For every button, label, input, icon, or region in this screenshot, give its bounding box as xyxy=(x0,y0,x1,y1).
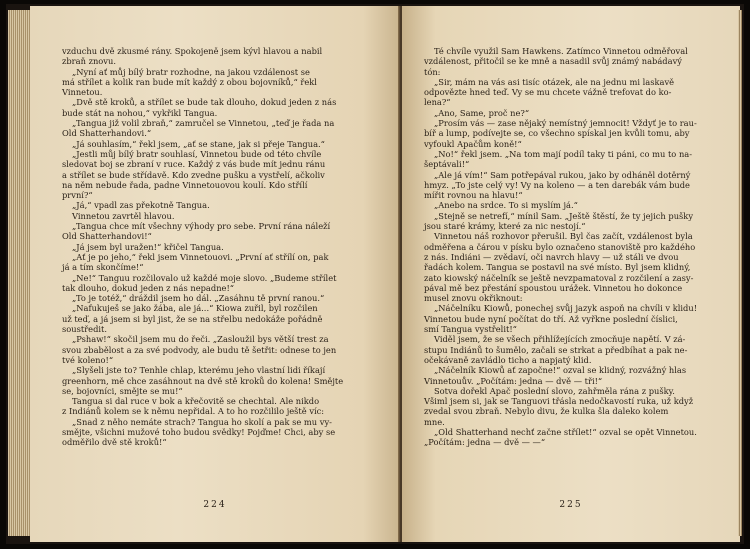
paragraph: „Tangua chce mít všechny výhody pro sebe. První rána náleží Old Shatterhandovi!“ xyxy=(62,221,331,242)
page-edges-right xyxy=(738,10,742,536)
right-page-text xyxy=(424,46,722,448)
page-number-right: 225 xyxy=(559,500,583,510)
paragraph: „No!“ řekl jsem. „Na tom mají podíl taky ti páni, co mu to na- šeptávali!“ xyxy=(424,148,693,170)
paragraph: „Jestli můj bílý bratr souhlasí, Vinnetou bude od této chvíle sledovat boj se zbraní v ruce. Každý z vás bude mít jednu ránu a střílet se bude střídavě. Kdo zvedne pušku a vystřelí, ačkoliv na něm nebude řada, padne Vinnetouovou koulí. Kdo střílí první?“ xyxy=(62,148,326,201)
paragraph: „Snad z něho nemáte strach? Tangua ho skolí a pak se mu vy- smějte, všichni mužové toho budou svědky! Pojďme! Chci, aby se odměřilo dvě stě kroků!“ xyxy=(62,416,336,448)
paragraph: „Já jsem byl uražen!“ křičel Tangua. xyxy=(72,241,224,252)
paragraph: „Já,“ vpadl zas překotně Tangua. xyxy=(72,200,210,211)
paragraph: Sotva dořekl Apač poslední slovo, zahřměla rána z pušky. Všiml jsem si, jak se Tanguovi třásla nedočkavostí ruka, už když zvedal svou zbraň. Nebylo divu, že kulka šla daleko kolem mne. xyxy=(424,385,694,427)
paragraph: Viděl jsem, že se všech přihlížejících zmocňuje napětí. V zá- stupu Indiánů to šumělo, začali se strkat a předbíhat a pak ne- očekávaně zavládlo ticho a napjatý klid. xyxy=(424,334,688,365)
paragraph: „Old Shatterhand nechť začne střílet!“ ozval se opět Vinnetou. „Počítám: jedna — dvě — —“ xyxy=(424,426,697,448)
paragraph: vzduchu dvě zkusmé rány. Spokojeně jsem kývl hlavou a nabil zbraň znovu. xyxy=(62,46,323,67)
paragraph: Tangua si dal ruce v bok a křečovitě se chechtal. Ale nikdo z Indiánů kolem se k němu nepřidal. A to ho rozčililo ještě víc: xyxy=(62,396,325,417)
paragraph: „Anebo na srdce. To si myslím já.“ xyxy=(434,200,578,211)
right-page xyxy=(402,6,740,542)
paragraph: „Sir, mám na vás asi tisíc otázek, ale na jednu mi laskavě odpovězte hned teď. Vy se mu chcete vážně trefovat do ko- lena?“ xyxy=(424,76,675,108)
paragraph: „Ne!“ Tanguu rozčilovalo už každé moje slovo. „Budeme střílet tak dlouho, dokud jeden z nás nepadne!“ xyxy=(62,272,337,293)
paragraph: „To je totéž,“ dráždil jsem ho dál. „Zasáhnu tě první ranou.“ xyxy=(72,293,325,304)
paragraph: „Ano, Same, proč ne?“ xyxy=(434,107,530,118)
paragraph: „Prosím vás — zase nějaký nemístný jemnocit! Vždyť je to rau- bíř a lump, podívejte se, co všechno spískal jen kvůli tomu, aby vyfoukl Apačům koně!“ xyxy=(424,118,697,149)
paragraph: „Tangua již volil zbraň,“ zamručel se Vinnetou, „teď je řada na Old Shatterhandovi.“ xyxy=(62,118,335,139)
left-page xyxy=(30,6,400,542)
paragraph: Té chvíle využil Sam Hawkens. Zatímco Vinnetou odměřoval vzdálenost, přitočil se ke mně a nasadil svůj známý nabádavý tón: xyxy=(424,46,688,77)
page-edges-left xyxy=(8,10,30,536)
paragraph: „Nafukuješ se jako žába, ale já...“ Kiowa zuřil, byl rozčilen už teď, a já jsem si byl jist, že se na střelbu nedokáže pořádně soustředit. xyxy=(62,303,323,335)
paragraph: „Já souhlasím,“ řekl jsem, „ať se stane, jak si přeje Tangua.“ xyxy=(72,138,325,149)
book-spread xyxy=(6,4,744,544)
paragraph: „Slyšeli jste to? Tenhle chlap, kterému jeho vlastní lidi říkají greenhorn, mě chce zasáhnout na dvě stě kroků do kolena! Smějte se, bojovníci, smějte se mu!“ xyxy=(62,365,344,396)
paragraph: „Ať je po jeho,“ řekl jsem Vinnetouovi. „První ať střílí on, pak já a tím skončíme!“ xyxy=(62,251,329,273)
paragraph: Vinnetou náš rozhovor přerušil. Byl čas začít, vzdálenost byla odměřena a čárou v písku bylo označeno stanoviště pro každého z nás. Indiáni — zvědaví, oči navrch hlavy — už stáli ve dvou řadách kolem. Tangua se postavil na své místo. Byl jsem klidný, zato kiowský náčelník se ještě nevzpamatoval z rozčilení a zasy- pával mě bez přestání spoustou urážek. Vinnetou ho dokonce musel znovu okřiknout: xyxy=(424,231,696,304)
paragraph: „Ale já vím!“ Sam potřepával rukou, jako by odháněl dotěrný hmyz. „To jste celý vy! Vy na koleno — a ten darebák vám bude mířit rovnou na hlavu!“ xyxy=(424,169,691,201)
paragraph: „Pshaw!“ skočil jsem mu do řeči. „Zasloužil bys větší trest za svou zbabělost a za své podvody, ale budu tě šetřit: odnese to jen tvé koleno!“ xyxy=(62,334,337,365)
paragraph: „Dvě stě kroků, a střílet se bude tak dlouho, dokud jeden z nás bude stát na nohou,“ vykřikl Tangua. xyxy=(62,97,337,118)
paragraph: Vinnetou zavrtěl hlavou. xyxy=(72,210,175,221)
paragraph: „Nyní ať můj bílý bratr rozhodne, na jakou vzdálenost se má střílet a kolik ran bude mít každý z obou bojovníků,“ řekl Vinnetou. xyxy=(62,66,317,98)
paragraph: „Stejně se netrefí,“ mínil Sam. „Ještě štěstí, že ty jejich pušky jsou staré krámy, které za nic nestojí.“ xyxy=(424,210,694,232)
paragraph: „Náčelník Kiowů ať započne!“ ozval se klidný, rozvážný hlas Vinnetouův. „Počítám: jedna — dvě — tři!“ xyxy=(424,365,687,386)
left-page-text xyxy=(62,46,372,448)
page-number-left: 224 xyxy=(203,500,227,510)
paragraph: „Náčelníku Kiowů, ponechej svůj jazyk aspoň na chvíli v klidu! Vinnetou bude nyní počítat do tří. Až vyřkne poslední číslici, smí Tangua vystřelit!“ xyxy=(424,303,698,335)
